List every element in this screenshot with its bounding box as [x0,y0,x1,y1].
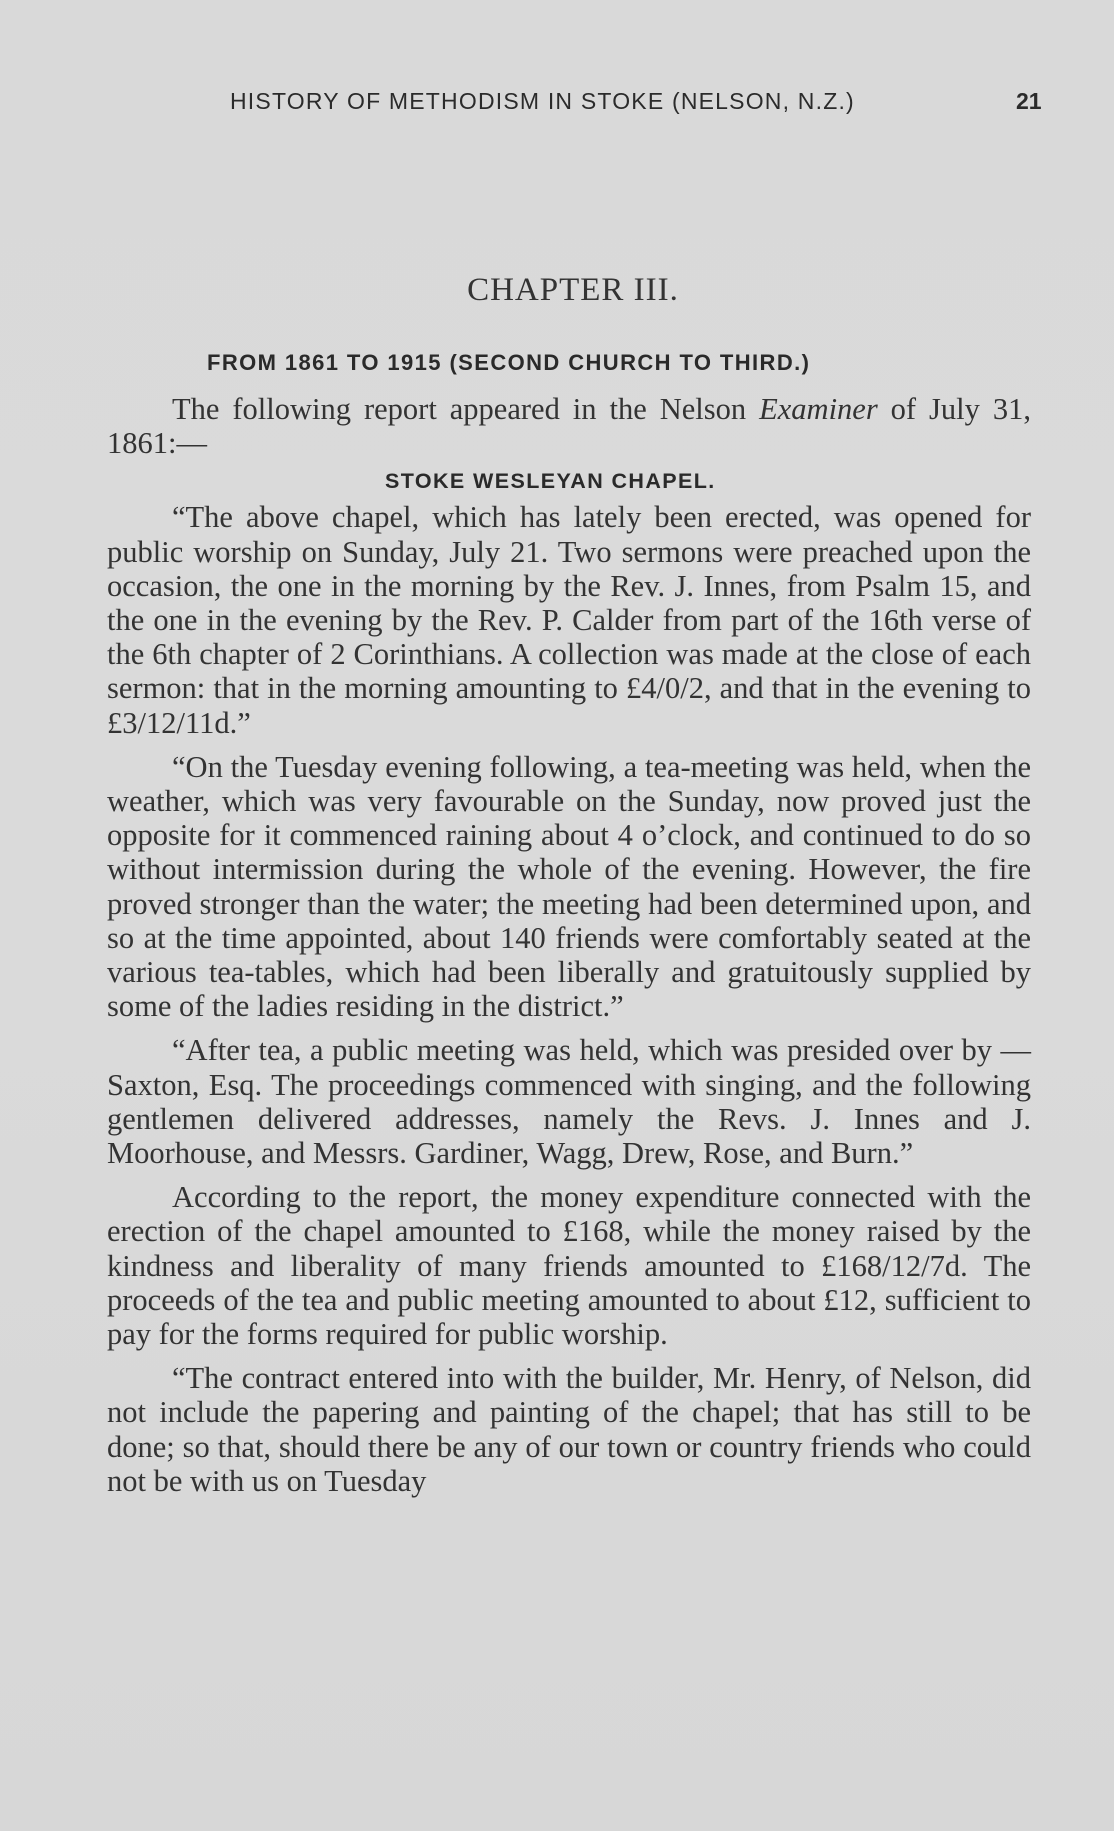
page-number: 21 [1016,88,1042,114]
chapter-title: CHAPTER III. [467,272,679,308]
sub-heading: STOKE WESLEYAN CHAPEL. [385,469,716,494]
paragraph-tea-meeting: “On the Tuesday evening following, a tea-meeting was held, when the weather, which was very favourable on the Sunday, now proved just the opposite for it commenced raining about 4 o’clock, and continued to do so without intermission during the whole of the evening. However, the fire proved stronger than the water; the meeting had been determined upon, and so at the time appointed, about 140 friends were comfortably seated at the various tea-tables, which had been liberally and gratuitously supplied by some of the ladies residing in the district.” [107,749,1031,1024]
paragraph-public-meeting: “After tea, a public meeting was held, which was presided over by — Saxton, Esq. The proceedings commenced with singing, and the following gentlemen delivered addresses, namely the Revs. J. Innes and J. Moorhouse, and Messrs. Gardiner, Wagg, Drew, Rose, and Burn.” [107,1033,1031,1171]
intro-text-before: The following report appeared in the Nelson [172,392,760,426]
paragraph-opening-report: “The above chapel, which has lately been erected, was opened for public worship on Sunday, July 21. Two sermons were preached upon the occasion, the one in the morning by the Rev. J. Innes, from Psalm 15, and the one in the evening by the Rev. P. Calder from part of the 16th verse of the 6th chapter of 2 Corinthians. A collection was made at the close of each sermon: that in the morning amounting to £4/0/2, and that in the evening to £3/12/11d.” [107,500,1031,740]
intro-newspaper-name: Examiner [759,392,878,426]
paragraph-contract: “The contract entered into with the builder, Mr. Henry, of Nelson, did not include the papering and painting of the chapel; that has still to be done; so that, should there be any of our town or country friends who could not be with us on Tuesday [107,1361,1031,1498]
running-header-title: HISTORY OF METHODISM IN STOKE (NELSON, N.Z.) [230,88,855,114]
paragraph-expenditure: According to the report, the money expenditure connected with the erection of the chapel amounted to £168, while the money raised by the kindness and liberality of many friends amounted to £168/12/7d. The proceeds of the tea and public meeting amounted to about £12, sufficient to pay for the forms required for public worship. [107,1180,1031,1352]
body-text [107,392,1031,1508]
intro-paragraph [107,392,1031,460]
section-heading: FROM 1861 TO 1915 (SECOND CHURCH TO THIRD.) [207,350,811,375]
intro-text-after: of July 31, 1861:— [107,392,1032,461]
